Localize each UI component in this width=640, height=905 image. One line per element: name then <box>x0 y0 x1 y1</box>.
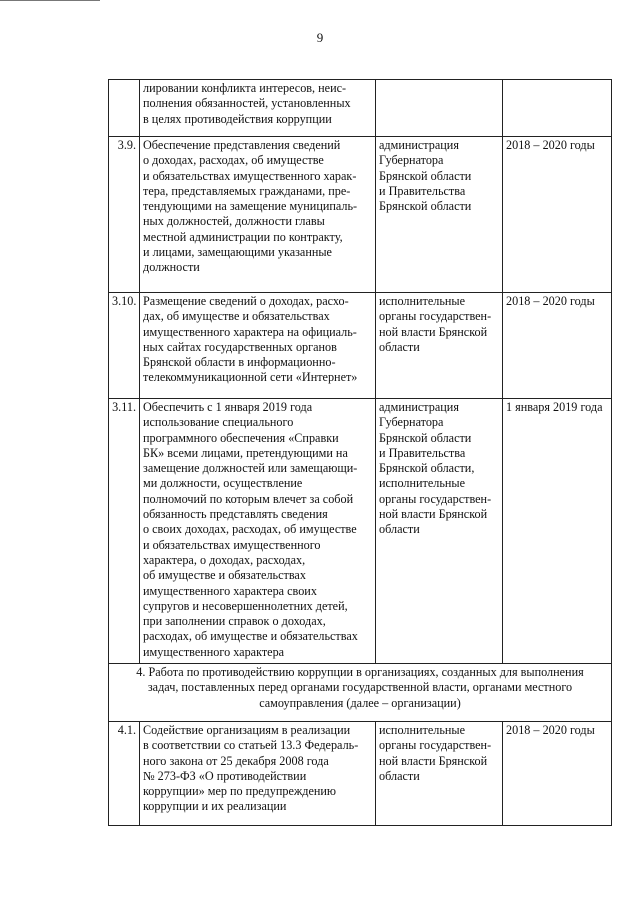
row-number: 4.1. <box>109 722 140 826</box>
table-row <box>109 137 612 293</box>
term-text: 2018 – 2020 годы <box>503 293 612 399</box>
term-text: 2018 – 2020 годы <box>503 722 612 826</box>
executor-text: исполнительные органы государствен- ной власти Брянской области <box>376 722 503 826</box>
executor-text <box>376 80 503 137</box>
section-row <box>109 664 612 722</box>
scan-corner-mark <box>0 0 100 1</box>
measure-text: Содействие организациям в реализации в соответствии со статьей 13.3 Федераль- ного закона от 25 декабря 2008 года № 273-ФЗ «О противодействии коррупции» мер по предупреждению коррупции и их реализации <box>140 722 376 826</box>
page-number: 9 <box>316 30 324 45</box>
executor-text: администрация Губернатора Брянской области и Правительства Брянской области, исполнительные органы государствен- ной власти Брянской области <box>376 399 503 664</box>
executor-text: исполнительные органы государствен- ной власти Брянской области <box>376 293 503 399</box>
row-number <box>109 80 140 137</box>
term-text: 2018 – 2020 годы <box>503 137 612 293</box>
term-text: 1 января 2019 года <box>503 399 612 664</box>
measures-table <box>108 79 612 826</box>
measure-text: Обеспечение представления сведений о доходах, расходах, об имуществе и обязательствах имущественного харак- тера, представляемых гражданами, пре- тендующими на замещение муниципаль- ных должностей, должности главы местной администрации по контракту, и лицами, замещающими указанные должности <box>140 137 376 293</box>
table-row <box>109 399 612 664</box>
measure-text: Размещение сведений о доходах, расхо- дах, об имуществе и обязательствах имущественного характера на официаль- ных сайтах государственных органов Брянской области в информационно- телекоммуникационной сети «Интернет» <box>140 293 376 399</box>
executor-text: администрация Губернатора Брянской области и Правительства Брянской области <box>376 137 503 293</box>
table-row <box>109 722 612 826</box>
row-number: 3.10. <box>109 293 140 399</box>
measure-text: Обеспечить с 1 января 2019 года использование специального программного обеспечения «Справки БК» всеми лицами, претендующими на замещение должностей или замещающи- ми должности, осуществление полномочий по которым влечет за собой обязанность представлять сведения о своих доходах, расходах, об имуществе и обязательствах имущественного характера, о доходах, расходах, об имуществе и обязательствах имущественного характера своих супругов и несовершеннолетних детей, при заполнении справок о доходах, расходах, об имуществе и обязательствах имущественного характера <box>140 399 376 664</box>
table-row <box>109 80 612 137</box>
section-4-title: 4. Работа по противодействию коррупции в организациях, созданных для выполнения задач, поставленных перед органами государственной власти, органами местного самоуправления (далее – организации) <box>109 664 612 722</box>
measure-text: лировании конфликта интересов, неис- полнения обязанностей, установленных в целях противодействия коррупции <box>140 80 376 137</box>
row-number: 3.9. <box>109 137 140 293</box>
table-row <box>109 293 612 399</box>
term-text <box>503 80 612 137</box>
row-number: 3.11. <box>109 399 140 664</box>
